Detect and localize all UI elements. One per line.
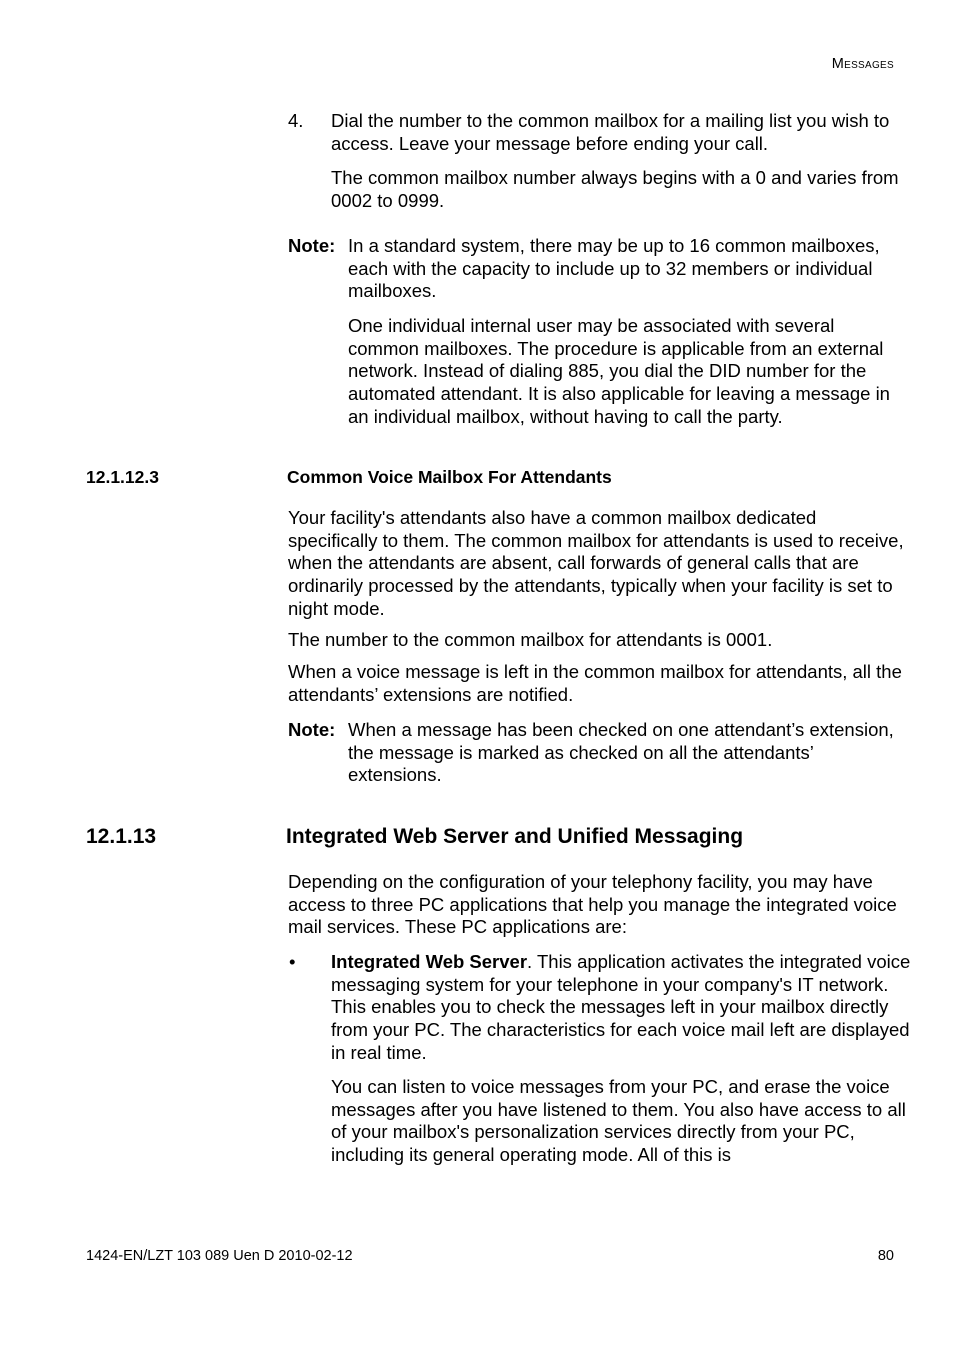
paragraph: The number to the common mailbox for attendants is 0001. — [288, 629, 773, 650]
note-text: In a standard system, there may be up to 16 common mailboxes, each with the capacity to include up to 32 members or individual mailboxes. — [348, 235, 880, 302]
list-item-subtext: The common mailbox number always begins with a 0 and varies from 0002 to 0999. — [331, 167, 899, 211]
list-item-number: 4. — [288, 110, 304, 131]
list-item-text: Dial the number to the common mailbox for a mailing list you wish to access. Leave your message before ending your call. — [331, 110, 890, 154]
bullet-item — [331, 951, 911, 1065]
paragraph: When a voice message is left in the common mailbox for attendants, all the attendants’ extensions are notified. — [288, 661, 902, 705]
note-text: When a message has been checked on one attendant’s extension, the message is marked as checked on all the attendants’ extensions. — [348, 719, 894, 786]
footer-doc-id: 1424-EN/LZT 103 089 Uen D 2010-02-12 — [86, 1248, 353, 1264]
bullet-term: Integrated Web Server — [331, 951, 528, 972]
section-title: Common Voice Mailbox For Attendants — [287, 467, 612, 487]
section-title: Integrated Web Server and Unified Messaging — [286, 825, 744, 848]
page-number: 80 — [877, 1248, 894, 1264]
section-number: 12.1.13 — [86, 825, 157, 848]
header-section-label: Messages — [831, 56, 894, 72]
bullet-continuation: You can listen to voice messages from your PC, and erase the voice messages after you have listened to them. You also have access to all of your mailbox's personalization services directly from your PC, including its general operating mode. All of this is — [331, 1076, 906, 1166]
bullet-marker: • — [289, 951, 296, 972]
section-number: 12.1.12.3 — [86, 467, 159, 487]
note-label: Note: — [288, 719, 336, 740]
paragraph: Your facility's attendants also have a common mailbox dedicated specifically to them. The common mailbox for attendants is used to receive, when the attendants are absent, call forwards of general calls that are ordinarily processed by the attendants, typically when your facility is set to night mode. — [288, 507, 904, 619]
note-label: Note: — [288, 235, 336, 256]
bullet-text: . This application activates the integrated voice messaging system for your telephone in your company's IT network. This enables you to check the messages left in your mailbox directly from your PC. The characteristics for each voice mail left are displayed in real time. — [331, 951, 911, 1063]
running-header — [832, 56, 894, 72]
note-text-continued: One individual internal user may be associated with several common mailboxes. The procedure is applicable from an external network. Instead of dialing 885, you dial the DID number for the automated attendant. It is also applicable for leaving a message in an individual mailbox, without having to call the party. — [348, 315, 890, 427]
paragraph: Depending on the configuration of your telephony facility, you may have access to three PC applications that help you manage the integrated voice mail services. These PC applications are: — [288, 871, 897, 938]
